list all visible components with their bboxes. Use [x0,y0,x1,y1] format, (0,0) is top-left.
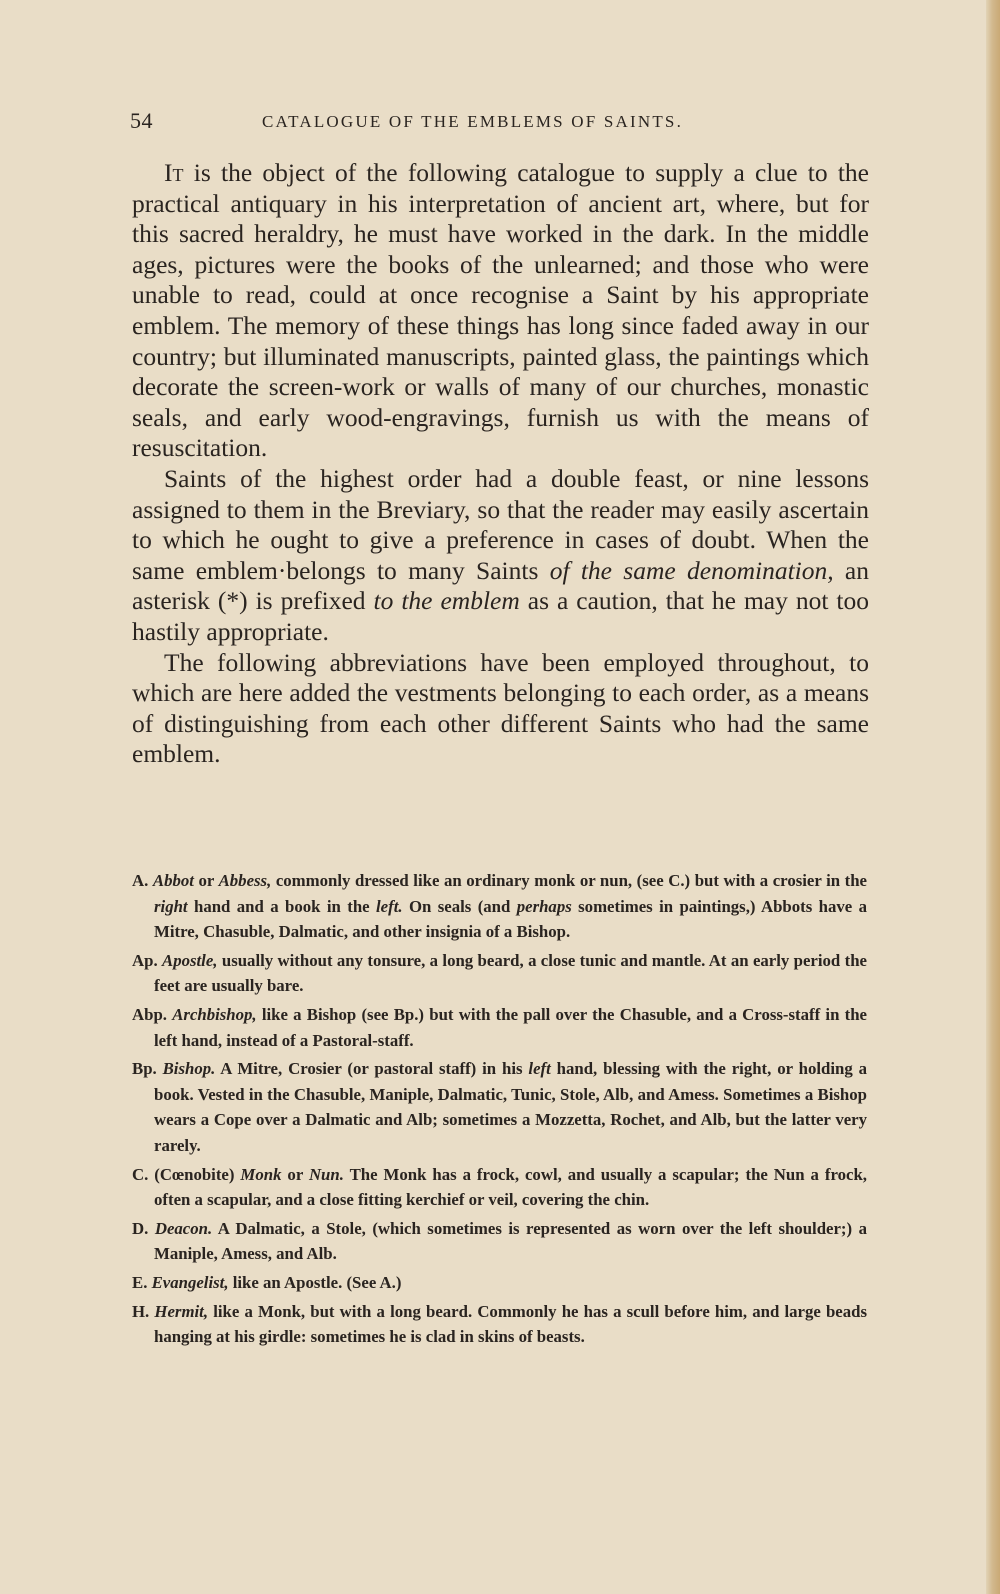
opening-words: It [164,158,184,187]
introduction [132,158,869,770]
entry-coenobite: C. (Cœnobite) Monk or Nun. The Monk has a frock, cowl, and usually a scapular; the Nun a frock, often a scapular, and a close fitting kerchief or veil, covering the chin. [132,1164,867,1210]
entry-abbot: A. Abbot or Abbess, commonly dressed like an ordinary monk or nun, (see C.) but with a crosier in the right hand and a book in the left. On seals (and perhaps sometimes in paintings,) Abbots have a Mitre, Chasuble, Dalmatic, and other insignia of a Bishop. [132,871,867,942]
entry-archbishop: Abp. Archbishop, like a Bishop (see Bp.) but with the pall over the Chasuble, and a Cross-staff in the left hand, instead of a Pastoral-staff. [132,1004,867,1050]
entry-bishop: Bp. Bishop. A Mitre, Crosier (or pastoral staff) in his left hand, blessing with the right, or holding a book. Vested in the Chasuble, Maniple, Dalmatic, Tunic, Stole, Alb, and Amess. Sometimes a Bishop wears a Cope over a Dalmatic and Alb; sometimes a Mozzetta, Rochet, and Alb, but the latter very rarely. [132,1059,867,1155]
intro-paragraph-1: It is the object of the following catalogue to supply a clue to the practical antiquary in his interpretation of ancient art, where, but for this sacred heraldry, he must have worked in the dark. In the middle ages, pictures were the books of the unlearned; and those who were unable to read, could at once recognise a Saint by his appropriate emblem. The memory of these things has long since faded away in our country; but illuminated manuscripts, painted glass, the paintings which decorate the screen-work or walls of many of our churches, monastic seals, and early wood-engravings, furnish us with the means of resuscitation. [132,158,869,463]
entry-hermit: H. Hermit, like a Monk, but with a long beard. Commonly he has a scull before him, and large beads hanging at his girdle: sometimes he is clad in skins of beasts. [132,1301,868,1347]
intro-paragraph-3: The following abbreviations have been employed throughout, to which are here added the vestments belonging to each order, as a means of distinguishing from each other different Saints who had the same emblem. [132,647,869,769]
entry-evangelist: E. Evangelist, like an Apostle. (See A.) [132,1272,402,1292]
intro-paragraph-2: Saints of the highest order had a double feast, or nine lessons assigned to them in the Breviary, so that the reader may easily ascertain to which he ought to give a preference in cases of doubt. When the same emblem·belongs to many Saints of the same denomination, an asterisk (*) is prefixed to the emblem as a caution, that he may not too hastily appropriate. [132,463,869,646]
running-title: CATALOGUE OF THE EMBLEMS OF SAINTS. [262,112,684,131]
entry-apostle: Ap. Apostle, usually without any tonsure, a long beard, a close tunic and mantle. At an early period the feet are usually bare. [132,950,867,996]
entry-deacon: D. Deacon. A Dalmatic, a Stole, (which sometimes is represented as worn over the left shoulder;) a Maniple, Amess, and Alb. [132,1218,867,1264]
page-number: 54 [130,108,153,133]
abbreviation-list [132,868,867,1353]
page-edge-shadow [986,0,1000,1594]
running-header [130,108,870,138]
